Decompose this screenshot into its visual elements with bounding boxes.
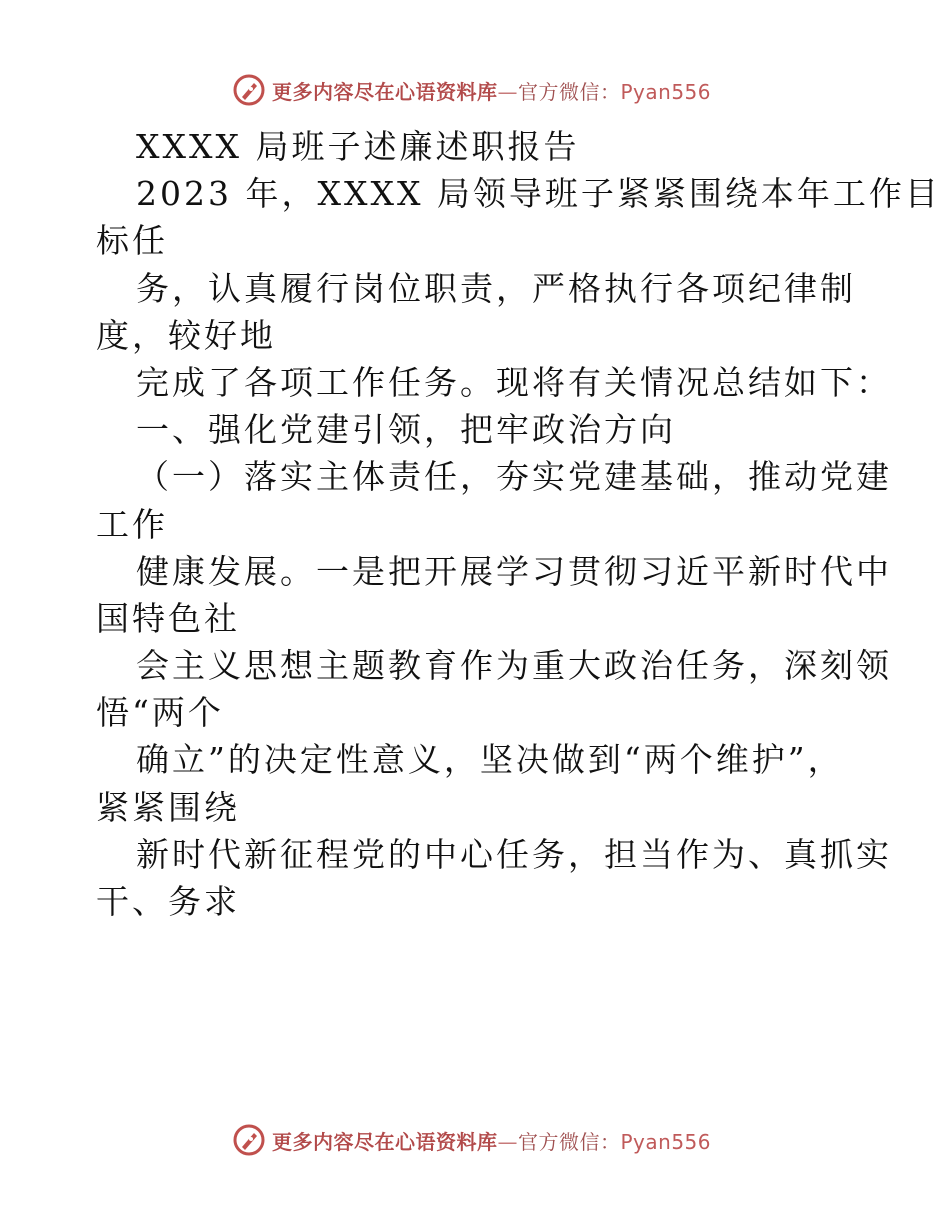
document-line: 国特色社 <box>96 598 240 638</box>
document-line: 工作 <box>96 504 168 544</box>
watermark-header <box>232 70 752 110</box>
document-line: 悟“两个 <box>96 693 224 733</box>
watermark-dash: — <box>497 1129 518 1154</box>
document-line: 新时代新征程党的中心任务，担当作为、真抓实 <box>136 834 892 874</box>
document-title: XXXX 局班子述廉述职报告 <box>136 127 580 166</box>
watermark-official-label: 官方微信： <box>518 79 621 104</box>
document-line: 度，较好地 <box>96 315 276 355</box>
watermark-footer <box>232 1120 752 1160</box>
watermark-site-name: 更多内容尽在心语资料库 <box>272 79 498 104</box>
document-body <box>96 123 941 925</box>
document-line: 一、强化党建引领，把牢政治方向 <box>136 410 676 450</box>
document-line: 标任 <box>96 221 168 261</box>
pen-nib-logo-icon <box>232 73 266 107</box>
watermark-official-label: 官方微信： <box>518 1129 621 1154</box>
document-line: 确立”的决定性意义，坚决做到“两个维护”， <box>136 740 844 780</box>
document-line: （一）落实主体责任，夯实党建基础，推动党建 <box>136 457 892 497</box>
document-line: 务，认真履行岗位职责，严格执行各项纪律制 <box>136 268 856 308</box>
document-line: 2023 年，XXXX 局领导班子紧紧围绕本年工作目 <box>136 174 941 214</box>
watermark-dash: — <box>497 79 518 104</box>
watermark-wechat-id: Pyan556 <box>620 1129 712 1154</box>
document-line: 完成了各项工作任务。现将有关情况总结如下： <box>136 362 892 402</box>
document-line: 干、务求 <box>96 882 240 921</box>
document-line: 健康发展。一是把开展学习贯彻习近平新时代中 <box>136 551 892 591</box>
document-line: 会主义思想主题教育作为重大政治任务，深刻领 <box>136 646 892 686</box>
document-line: 紧紧围绕 <box>96 787 240 827</box>
watermark-site-name: 更多内容尽在心语资料库 <box>272 1129 498 1154</box>
pen-nib-logo-icon <box>232 1123 266 1157</box>
watermark-wechat-id: Pyan556 <box>620 79 712 104</box>
